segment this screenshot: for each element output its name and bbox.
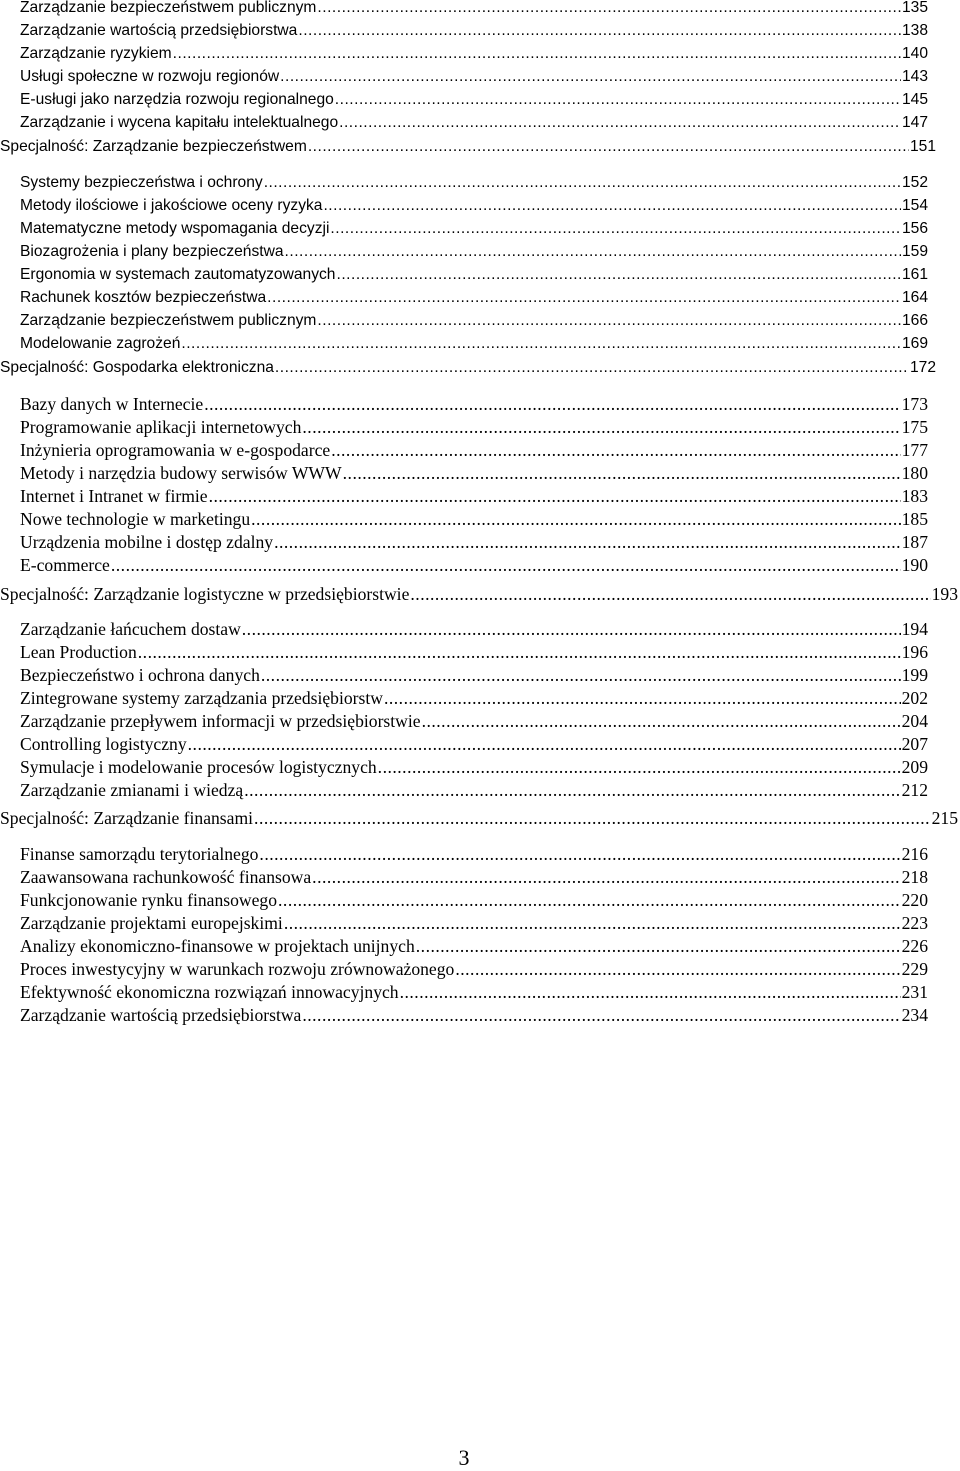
toc-entry[interactable] <box>20 286 928 309</box>
toc-leader-dots <box>111 554 901 577</box>
toc-leader-dots <box>317 309 901 332</box>
toc-title: Rachunek kosztów bezpieczeństwa <box>20 289 267 306</box>
toc-leader-dots <box>181 332 901 355</box>
toc-leader-dots <box>323 194 901 217</box>
toc-title: Specjalność: Zarządzanie finansami <box>0 808 254 828</box>
toc-leader-dots <box>331 439 900 462</box>
toc-title: Efektywność ekonomiczna rozwiązań innowacyjnych <box>20 982 399 1002</box>
toc-page-number: 187 <box>901 532 928 552</box>
toc-entry[interactable] <box>20 508 928 531</box>
toc-entry[interactable] <box>20 664 928 687</box>
toc-page-number: 180 <box>901 463 928 483</box>
toc-entry[interactable] <box>20 439 928 462</box>
toc-entry[interactable] <box>20 0 928 19</box>
toc-heading[interactable] <box>0 135 936 158</box>
toc-title: Zarządzanie bezpieczeństwem publicznym <box>20 0 317 16</box>
toc-title: Biozagrożenia i plany bezpieczeństwa <box>20 243 284 260</box>
toc-page-number: 207 <box>901 734 928 754</box>
toc-leader-dots <box>298 19 901 42</box>
toc-title: Specjalność: Zarządzanie bezpieczeństwem <box>0 138 307 155</box>
toc-page-number: 172 <box>909 359 936 376</box>
toc-entry[interactable] <box>20 779 928 802</box>
toc-leader-dots <box>242 618 901 641</box>
toc-entry[interactable] <box>20 194 928 217</box>
toc-leader-dots <box>330 217 901 240</box>
toc-title: Funkcjonowanie rynku finansowego <box>20 890 278 910</box>
toc-leader-dots <box>188 733 901 756</box>
toc-leader-dots <box>455 958 900 981</box>
toc-entry[interactable] <box>20 88 928 111</box>
toc-page-number: 173 <box>901 394 928 414</box>
toc-leader-dots <box>274 531 901 554</box>
toc-leader-dots <box>173 42 901 65</box>
toc-leader-dots <box>244 779 900 802</box>
toc-entry[interactable] <box>20 309 928 332</box>
toc-title: E-usługi jako narzędzia rozwoju regionalnego <box>20 91 334 108</box>
toc-entry[interactable] <box>20 171 928 194</box>
toc-entry[interactable] <box>20 263 928 286</box>
toc-heading[interactable] <box>0 807 958 830</box>
toc-page-number: 212 <box>901 780 928 800</box>
toc-page-number: 218 <box>901 867 928 887</box>
toc-title: E-commerce <box>20 555 110 575</box>
toc-page-number: 143 <box>901 68 928 85</box>
toc-page-number: 161 <box>901 266 928 283</box>
toc-leader-dots <box>384 687 901 710</box>
toc-page-number: 202 <box>901 688 928 708</box>
toc-title: Internet i Intranet w firmie <box>20 486 208 506</box>
toc-entry[interactable] <box>20 710 928 733</box>
toc-page-number: 194 <box>901 619 928 639</box>
toc-page-number: 209 <box>901 757 928 777</box>
toc-entry[interactable] <box>20 889 928 912</box>
toc-page-number: 220 <box>901 890 928 910</box>
toc-title: Analizy ekonomiczno-finansowe w projektach unijnych <box>20 936 415 956</box>
toc-page-number: 164 <box>901 289 928 306</box>
toc-entry[interactable] <box>20 912 928 935</box>
toc-title: Zarządzanie ryzykiem <box>20 45 172 62</box>
toc-title: Urządzenia mobilne i dostęp zdalny <box>20 532 274 552</box>
toc-leader-dots <box>285 240 901 263</box>
toc-leader-dots <box>400 981 901 1004</box>
toc-leader-dots <box>378 756 901 779</box>
toc-leader-dots <box>312 866 900 889</box>
toc-leader-dots <box>308 135 909 158</box>
toc-entry[interactable] <box>20 111 928 134</box>
toc-page-number: 140 <box>901 45 928 62</box>
toc-title: Zarządzanie wartością przedsiębiorstwa <box>20 22 298 39</box>
toc-page-number: 234 <box>901 1005 928 1025</box>
toc-title: Programowanie aplikacji internetowych <box>20 417 302 437</box>
toc-leader-dots <box>278 889 901 912</box>
toc-leader-dots <box>416 935 901 958</box>
toc-page-number: 190 <box>901 555 928 575</box>
toc-heading[interactable] <box>0 356 936 379</box>
toc-page-number: 193 <box>931 584 958 604</box>
toc-entry[interactable] <box>20 866 928 889</box>
toc-title: Usługi społeczne w rozwoju regionów <box>20 68 280 85</box>
toc-title: Zarządzanie przepływem informacji w przedsiębiorstwie <box>20 711 421 731</box>
toc-leader-dots <box>284 912 901 935</box>
toc-entry[interactable] <box>20 462 928 485</box>
toc-leader-dots <box>410 583 930 606</box>
toc-entry[interactable] <box>20 641 928 664</box>
toc-leader-dots <box>336 263 900 286</box>
toc-page-number: 183 <box>901 486 928 506</box>
toc-leader-dots <box>254 807 931 830</box>
toc-entry[interactable] <box>20 981 928 1004</box>
toc-leader-dots <box>422 710 901 733</box>
toc-title: Metody i narzędzia budowy serwisów WWW <box>20 463 342 483</box>
page-number: 3 <box>458 1445 470 1470</box>
toc-entry[interactable] <box>20 958 928 981</box>
toc-leader-dots <box>339 111 901 134</box>
toc-leader-dots <box>317 0 901 19</box>
toc-page-number: 229 <box>901 959 928 979</box>
toc-entry[interactable] <box>20 19 928 42</box>
toc-page-number: 156 <box>901 220 928 237</box>
toc-title: Bezpieczeństwo i ochrona danych <box>20 665 260 685</box>
toc-page-number: 166 <box>901 312 928 329</box>
toc-entry[interactable] <box>20 416 928 439</box>
toc-title: Specjalność: Gospodarka elektroniczna <box>0 359 274 376</box>
toc-page-number: 135 <box>901 0 928 16</box>
toc-page-number: 177 <box>901 440 928 460</box>
toc-entry[interactable] <box>20 618 928 641</box>
toc-page-number: 199 <box>901 665 928 685</box>
toc-page-number: 169 <box>901 335 928 352</box>
toc-title: Inżynieria oprogramowania w e-gospodarce <box>20 440 331 460</box>
toc-leader-dots <box>209 485 901 508</box>
toc-leader-dots <box>261 664 901 687</box>
toc-entry[interactable] <box>20 42 928 65</box>
toc-title: Lean Production <box>20 642 137 662</box>
toc-entry[interactable] <box>20 393 928 416</box>
toc-page-number: 216 <box>901 844 928 864</box>
toc-entry[interactable] <box>20 756 928 779</box>
toc-entry[interactable] <box>20 332 928 355</box>
toc-entry[interactable] <box>20 1004 928 1027</box>
toc-page-number: 138 <box>901 22 928 39</box>
toc-leader-dots <box>335 88 901 111</box>
toc-title: Controlling logistyczny <box>20 734 187 754</box>
toc-title: Nowe technologie w marketingu <box>20 509 251 529</box>
toc-title: Zarządzanie łańcuchem dostaw <box>20 619 241 639</box>
toc-page-number: 145 <box>901 91 928 108</box>
toc-title: Ergonomia w systemach zautomatyzowanych <box>20 266 336 283</box>
toc-title: Bazy danych w Internecie <box>20 394 204 414</box>
toc-leader-dots <box>251 508 900 531</box>
toc-page-number: 226 <box>901 936 928 956</box>
toc-title: Zarządzanie i wycena kapitału intelektualnego <box>20 114 339 131</box>
toc-entry[interactable] <box>20 733 928 756</box>
toc-page-number: 147 <box>901 114 928 131</box>
toc-page-number: 204 <box>901 711 928 731</box>
toc-page-number: 231 <box>901 982 928 1002</box>
toc-leader-dots <box>138 641 901 664</box>
toc-page-number: 215 <box>931 808 958 828</box>
toc-leader-dots <box>343 462 901 485</box>
toc-title: Zarządzanie wartością przedsiębiorstwa <box>20 1005 302 1025</box>
toc-leader-dots <box>302 416 900 439</box>
toc-leader-dots <box>204 393 900 416</box>
toc-entry[interactable] <box>20 935 928 958</box>
toc-leader-dots <box>259 843 900 866</box>
toc-leader-dots <box>275 356 909 379</box>
toc-page-number: 175 <box>901 417 928 437</box>
toc-title: Specjalność: Zarządzanie logistyczne w przedsiębiorstwie <box>0 584 410 604</box>
toc-title: Symulacje i modelowanie procesów logistycznych <box>20 757 377 777</box>
toc-page-number: 196 <box>901 642 928 662</box>
toc-title: Finanse samorządu terytorialnego <box>20 844 259 864</box>
toc-page-number: 223 <box>901 913 928 933</box>
toc-entry[interactable] <box>20 687 928 710</box>
toc-entry[interactable] <box>20 531 928 554</box>
toc-title: Zaawansowana rachunkowość finansowa <box>20 867 312 887</box>
toc-entry[interactable] <box>20 485 928 508</box>
toc-title: Modelowanie zagrożeń <box>20 335 181 352</box>
toc-title: Zarządzanie projektami europejskimi <box>20 913 283 933</box>
toc-entry[interactable] <box>20 843 928 866</box>
toc-entry[interactable] <box>20 240 928 263</box>
toc-title: Proces inwestycyjny w warunkach rozwoju zrównoważonego <box>20 959 455 979</box>
toc-entry[interactable] <box>20 65 928 88</box>
toc-title: Matematyczne metody wspomagania decyzji <box>20 220 330 237</box>
toc-page-number: 159 <box>901 243 928 260</box>
toc-entry[interactable] <box>20 554 928 577</box>
toc-title: Systemy bezpieczeństwa i ochrony <box>20 174 263 191</box>
toc-page-number: 185 <box>901 509 928 529</box>
toc-heading[interactable] <box>0 583 958 606</box>
toc-title: Zarządzanie zmianami i wiedzą <box>20 780 244 800</box>
toc-leader-dots <box>267 286 901 309</box>
toc-entry[interactable] <box>20 217 928 240</box>
toc-page-number: 154 <box>901 197 928 214</box>
toc-page-number: 151 <box>909 138 936 155</box>
toc-title: Metody ilościowe i jakościowe oceny ryzyka <box>20 197 323 214</box>
toc-title: Zintegrowane systemy zarządzania przedsiębiorstw <box>20 688 383 708</box>
toc-leader-dots <box>302 1004 900 1027</box>
toc-page-number: 152 <box>901 174 928 191</box>
toc-leader-dots <box>264 171 901 194</box>
toc-leader-dots <box>280 65 901 88</box>
toc-title: Zarządzanie bezpieczeństwem publicznym <box>20 312 317 329</box>
